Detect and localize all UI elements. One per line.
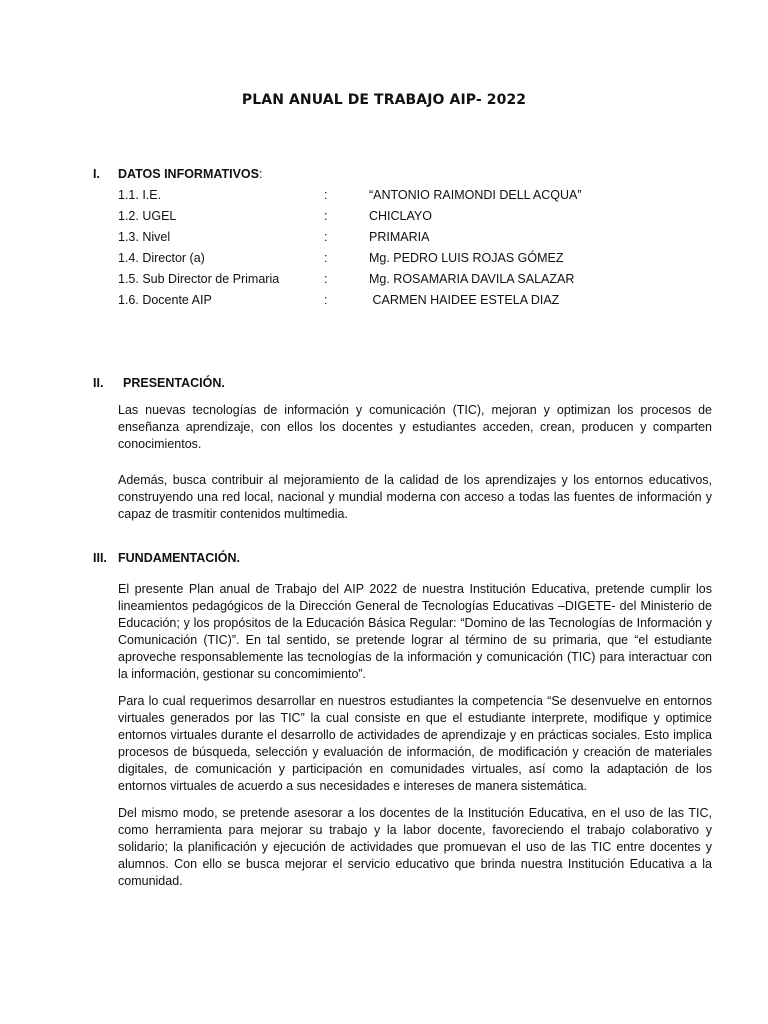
info-row-subdirector [118, 272, 718, 288]
fundamentacion-paragraph-1: El presente Plan anual de Trabajo del AIP 2022 de nuestra Institución Educativa, pretende cumplir los lineamientos pedagógicos de la Dirección General de Tecnologías Educativas –DIGETE- del Ministerio de Educación; y los propósitos de la Educación Básica Regular: “Domino de las Tecnologías de Información y Comunicación (TIC)”. En tal sentido, se pretende lograr al término de su primaria, que “el estudiante aproveche responsablemente las tecnologías de la información y comunicación (TIC) para interactuar con la información, gestionar su concomimiento”. [118, 582, 712, 681]
info-label: 1.4. Director (a) [118, 251, 205, 265]
section-presentacion-number: II. [93, 376, 104, 390]
info-row-director [118, 251, 718, 267]
section-datos-colon: : [258, 167, 263, 181]
info-separator: : [324, 230, 328, 244]
document-title: PLAN ANUAL DE TRABAJO AIP- 2022 [241, 92, 527, 108]
section-datos-number: I. [93, 167, 100, 181]
info-separator: : [324, 188, 328, 202]
section-presentacion-heading [0, 376, 768, 392]
info-row-ie [118, 188, 718, 204]
section-datos-label [118, 167, 262, 181]
info-value: CHICLAYO [369, 209, 432, 223]
info-label: 1.1. I.E. [118, 188, 162, 202]
info-separator: : [324, 293, 328, 307]
info-label: 1.5. Sub Director de Primaria [118, 272, 280, 286]
info-value: “ANTONIO RAIMONDI DELL ACQUA” [369, 188, 582, 202]
info-value: PRIMARIA [369, 230, 430, 244]
section-datos-title: DATOS INFORMATIVOS [118, 167, 259, 181]
info-row-nivel [118, 230, 718, 246]
section-fundamentacion-number: III. [93, 551, 107, 565]
section-fundamentacion-heading [0, 551, 768, 567]
section-presentacion-title: PRESENTACIÓN. [123, 376, 225, 390]
info-value: Mg. PEDRO LUIS ROJAS GÓMEZ [369, 251, 564, 265]
section-datos-heading [0, 167, 768, 183]
info-label: 1.3. Nivel [118, 230, 171, 244]
info-row-ugel [118, 209, 718, 225]
info-separator: : [324, 251, 328, 265]
info-label: 1.2. UGEL [118, 209, 177, 223]
info-value: Mg. ROSAMARIA DAVILA SALAZAR [369, 272, 575, 286]
info-label: 1.6. Docente AIP [118, 293, 212, 307]
info-value: CARMEN HAIDEE ESTELA DIAZ [369, 293, 560, 307]
info-row-docente [118, 293, 718, 309]
info-separator: : [324, 272, 328, 286]
fundamentacion-paragraph-2: Para lo cual requerimos desarrollar en nuestros estudiantes la competencia “Se desenvuelve en entornos virtuales generados por las TIC” la cual consiste en que el estudiante interprete, modifique y optimice entornos virtuales durante el desarrollo de actividades de aprendizaje y en prácticas sociales. Esto implica procesos de búsqueda, selección y evaluación de información, de modificación y creación de materiales digitales, de comunicación y participación en comunidades virtuales, así como la adaptación de los entornos virtuales de acuerdo a sus necesidades e intereses de manera sistemática. [118, 694, 712, 793]
fundamentacion-paragraph-3: Del mismo modo, se pretende asesorar a los docentes de la Institución Educativa, en el uso de las TIC, como herramienta para mejorar su trabajo y la labor docente, favoreciendo el trabajo colaborativo y solidario; la planificación y ejecución de actividades que promuevan el uso de las TIC entre docentes y alumnos. Con ello se busca mejorar el servicio educativo que brinda nuestra Institución Educativa a la comunidad. [118, 806, 712, 888]
section-fundamentacion-title: FUNDAMENTACIÓN. [118, 551, 240, 565]
presentacion-paragraph-2: Además, busca contribuir al mejoramiento de la calidad de los aprendizajes y los entornos educativos, construyendo una red local, nacional y mundial moderna con acceso a todas las fuentes de información y capaz de trasmitir contenidos multimedia. [118, 473, 712, 521]
presentacion-paragraph-1: Las nuevas tecnologías de información y comunicación (TIC), mejoran y optimizan los procesos de enseñanza aprendizaje, con ellos los docentes y estudiantes acceden, crean, producen y comparten conocimientos. [118, 403, 712, 451]
info-separator: : [324, 209, 328, 223]
